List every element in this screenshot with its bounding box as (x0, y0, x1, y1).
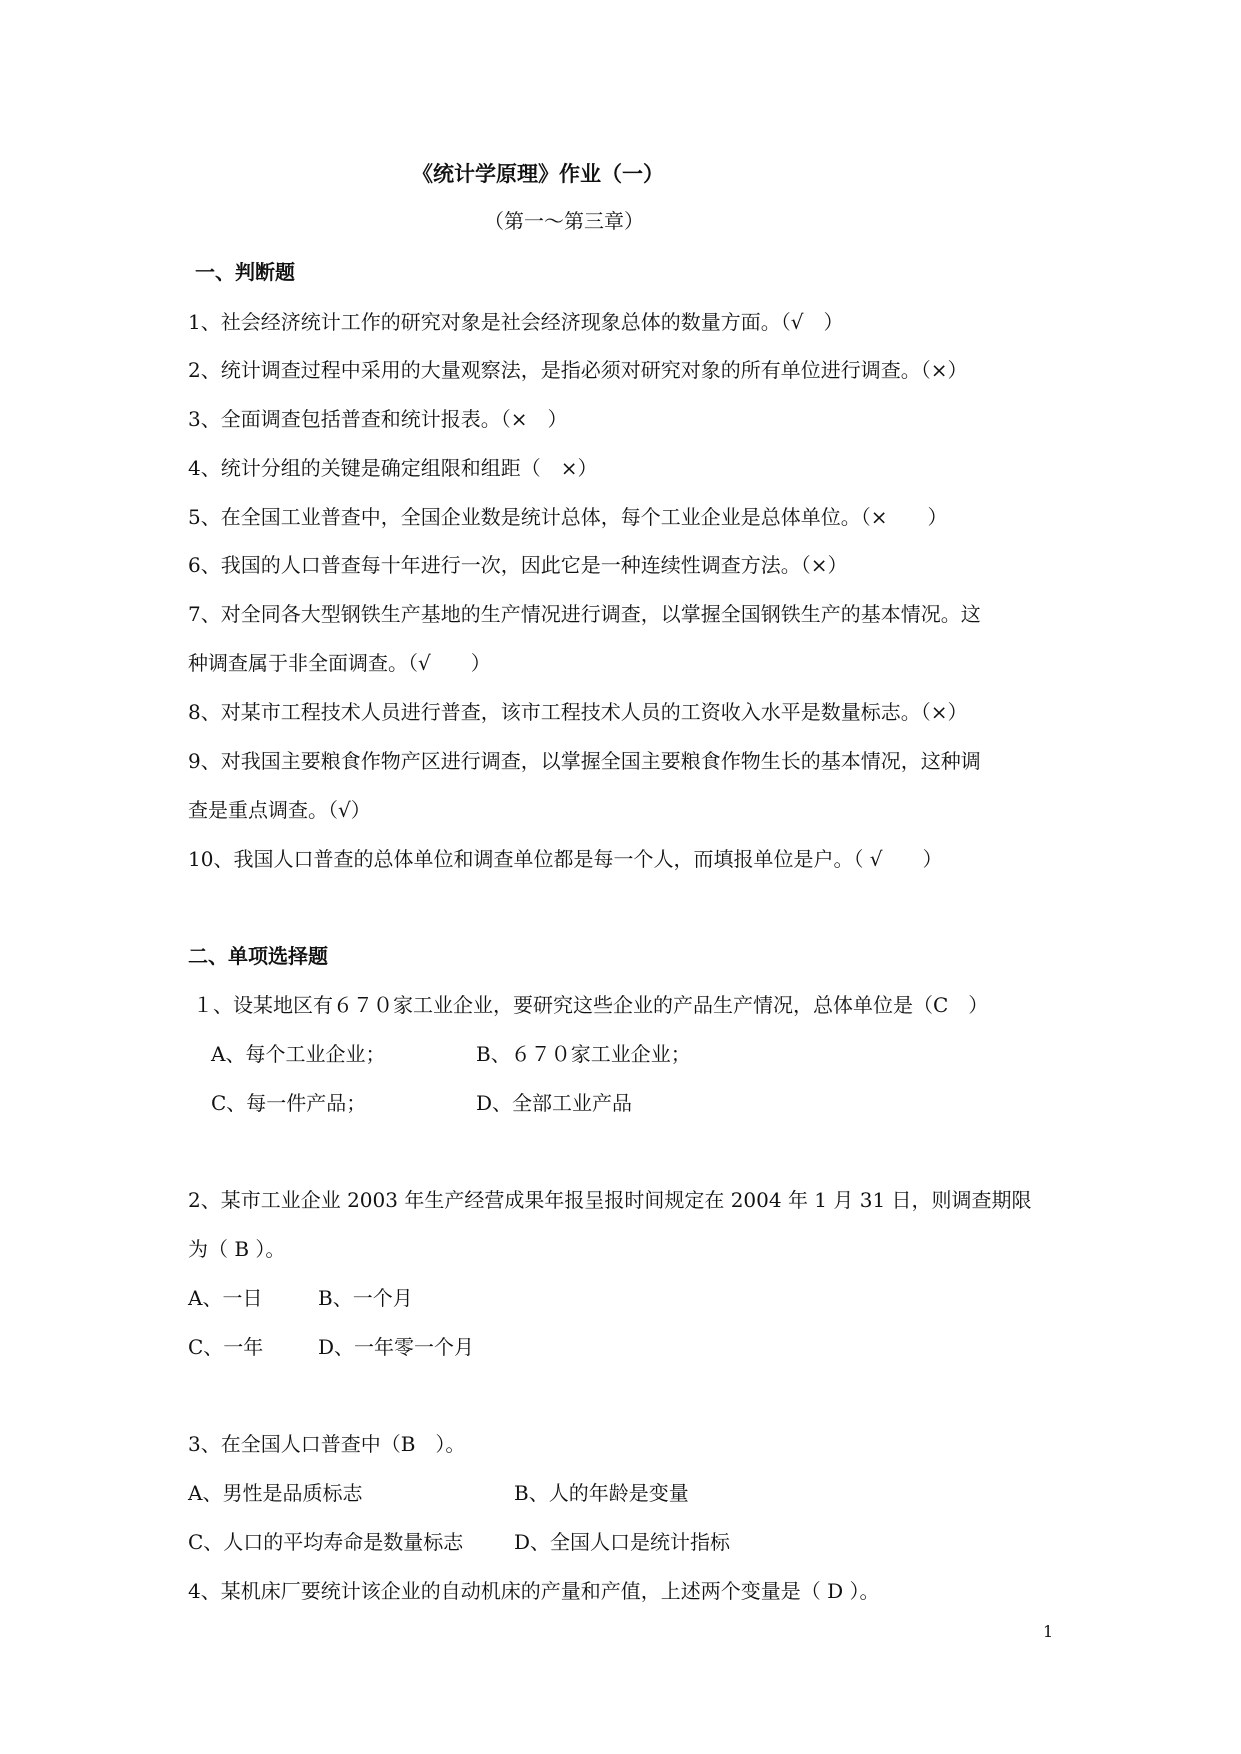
question-stem: 3、在全国人口普查中（B ）。 (188, 1432, 466, 1456)
section-heading-true-false: 一、判断题 (195, 260, 295, 284)
question-line: 6、我国的人口普查每十年进行一次，因此它是一种连续性调查方法。（×） (188, 553, 848, 577)
question-line: 7、对全同各大型钢铁生产基地的生产情况进行调查，以掌握全国钢铁生产的基本情况。这 (188, 602, 981, 626)
option-a: A、一日 (188, 1286, 263, 1310)
option-c: C、每一件产品； (211, 1091, 367, 1115)
question-line: 8、对某市工程技术人员进行普查，该市工程技术人员的工资收入水平是数量标志。（×） (188, 700, 968, 724)
option-d: D、全部工业产品 (476, 1091, 633, 1115)
section-heading-multiple-choice: 二、单项选择题 (188, 944, 328, 968)
question-line: 4、统计分组的关键是确定组限和组距（ ×） (188, 456, 598, 480)
question-line: 2、统计调查过程中采用的大量观察法，是指必须对研究对象的所有单位进行调查。（×） (188, 358, 968, 382)
option-d: D、一年零一个月 (318, 1335, 475, 1359)
question-line: 查是重点调查。（√） (188, 798, 371, 822)
question-stem-continued: 为（ B ）。 (188, 1237, 286, 1261)
question-line: 种调查属于非全面调查。（√ ） (188, 651, 491, 675)
option-b: B、６７０家工业企业； (476, 1042, 691, 1066)
option-a: A、男性是品质标志 (188, 1481, 363, 1505)
option-c: C、人口的平均寿命是数量标志 (188, 1530, 464, 1554)
option-b: B、一个月 (318, 1286, 413, 1310)
question-stem: 2、某市工业企业 2003 年生产经营成果年报呈报时间规定在 2004 年 1 月 31 日，则调查期限 (188, 1188, 1032, 1212)
option-b: B、人的年龄是变量 (514, 1481, 689, 1505)
page-number: 1 (1043, 1622, 1054, 1641)
question-line: 10、我国人口普查的总体单位和调查单位都是每一个人，而填报单位是户。（ √ ） (188, 847, 943, 871)
question-line: 9、对我国主要粮食作物产区进行调查，以掌握全国主要粮食作物生长的基本情况，这种调 (188, 749, 981, 773)
option-a: A、每个工业企业； (211, 1042, 386, 1066)
question-line: 5、在全国工业普查中，全国企业数是统计总体，每个工业企业是总体单位。（× ） (188, 505, 948, 529)
page-subtitle: （第一～第三章） (484, 209, 644, 233)
question-stem: １、设某地区有６７０家工业企业，要研究这些企业的产品生产情况，总体单位是（C ） (193, 993, 989, 1017)
page-title: 《统计学原理》作业（一） (412, 161, 664, 186)
option-d: D、全国人口是统计指标 (514, 1530, 731, 1554)
question-line: 3、全面调查包括普查和统计报表。（× ） (188, 407, 568, 431)
question-stem: 4、某机床厂要统计该企业的自动机床的产量和产值，上述两个变量是（ D ）。 (188, 1579, 880, 1603)
question-line: 1、社会经济统计工作的研究对象是社会经济现象总体的数量方面。（√ ） (188, 310, 844, 334)
option-c: C、一年 (188, 1335, 264, 1359)
